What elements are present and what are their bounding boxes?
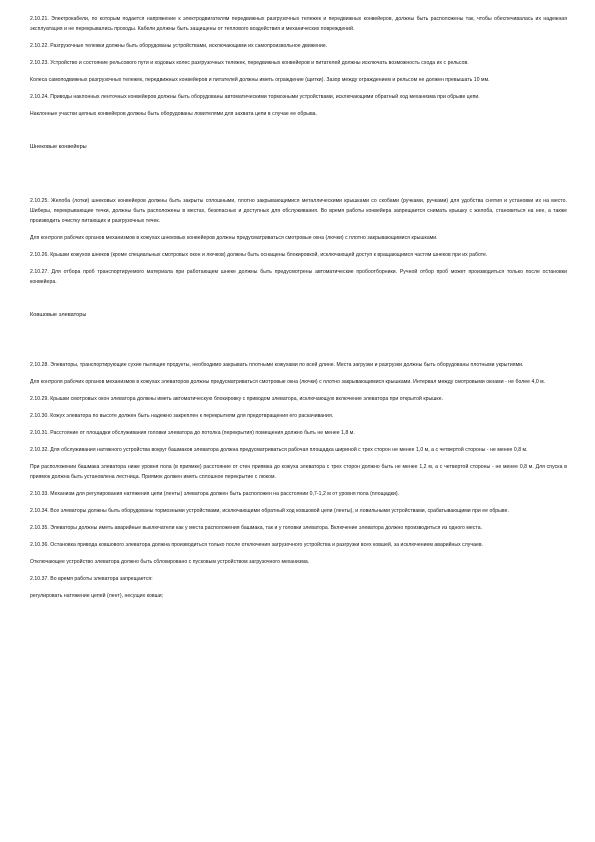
paragraph-2-10-30: 2.10.30. Кожух элеватора по высоте должен быть надежно закреплен к перекрытиям для предотвращения его раскачивания. bbox=[30, 413, 334, 419]
paragraph-wheel-guards: Колеса самоподвижных разгрузочных тележек, передвижных конвейеров и питателей должны иметь ограждение (щитки). Зазор между ограждением и рельсом не должен превышать 10 мм. bbox=[30, 77, 490, 83]
section-conveyors-general bbox=[30, 14, 567, 119]
paragraph-2-10-36: 2.10.36. Остановка привода ковшового элеватора должна производиться только после отключения загрузочного устройства и разгрузки всех ковшей, за исключением аварийных случаев. bbox=[30, 542, 484, 548]
paragraph-2-10-26: 2.10.26. Крышки кожухов шнеков (кроме специальных смотровых окон и лючков) должны быть оснащены блокировкой, исключающей доступ к вращающимся частям шнеков при их работе. bbox=[30, 252, 488, 258]
section-bucket-elevators bbox=[30, 360, 567, 601]
paragraph-2-10-27: 2.10.27. Для отбора проб транспортируемого материала при работающем шнеке должны быть предусмотрены автоматические пробоотборники. Ручной отбор проб может производиться только после остановки конвейера. bbox=[30, 269, 567, 285]
paragraph-elevator-windows: Для контроля рабочих органов механизмов в кожухах элеваторов должны предусматриваться смотровые окна (лючки) с плотно закрывающимися крышками. Интервал между смотровыми окнами - не более 4,0 м. bbox=[30, 379, 546, 385]
paragraph-interlock: Отключающее устройство элеватора должно быть сблокировано с пусковым устройством загрузочного механизма. bbox=[30, 559, 310, 565]
paragraph-2-10-28: 2.10.28. Элеваторы, транспортирующие сухие пылящие продукты, необходимо закрывать плотными кожухами по всей длине. Места загрузки и разгрузки должны быть оборудованы плотными укрытиями. bbox=[30, 362, 524, 368]
paragraph-2-10-35: 2.10.35. Элеваторы должны иметь аварийные выключатели как у места расположения башмака, так и у головки элеватора. Включение элеватора должно производиться из одного места. bbox=[30, 525, 483, 531]
paragraph-pit-clearance: При расположении башмака элеватора ниже уровня пола (в приямке) расстояние от стен приямка до кожуха элеватора с трех сторон должно быть не менее 1,2 м, а с четвертой стороны - не менее 0,8 м. Для спуска в приямок должна быть установлена лестница. Приямок должен иметь сплошное перекрытие с люком. bbox=[30, 464, 567, 480]
paragraph-2-10-31: 2.10.31. Расстояние от площадки обслуживания головки элеватора до потолка (перекрытия) помещения должно быть не менее 1,8 м. bbox=[30, 430, 355, 436]
paragraph-2-10-29: 2.10.29. Крышки смотровых окон элеватора должны иметь автоматическую блокировку с приводом элеватора, исключающую включение элеватора при открытой крышке. bbox=[30, 396, 444, 402]
paragraph-2-10-25: 2.10.25. Желоба (лотки) шнековых конвейеров должны быть закрыты сплошными, плотно закрывающимися металлическими крышками со скобами (ручками, ручками) для удобства снятия и установки их на место. Шиберы, перекрывающие течки, должны быть расположены в местах, безопасных и доступных для обслуживания. Во время работы конвейера запрещается снимать крышку с желоба, становиться на нее, а также производить очистку питающих и разгрузочных течек. bbox=[30, 198, 567, 224]
paragraph-chain-catchers: Наклонные участки цепных конвейеров должны быть оборудованы ловителями для захвата цепи в случае ее обрыва. bbox=[30, 111, 317, 117]
paragraph-2-10-34: 2.10.34. Все элеваторы должны быть оборудованы тормозными устройствами, исключающими обратный ход ковшовой цепи (ленты), и ловильными устройствами, срабатывающими при ее обрыве. bbox=[30, 508, 509, 514]
paragraph-2-10-32: 2.10.32. Для обслуживания натяжного устройства вокруг башмаков элеватора должна предусматриваться рабочая площадка шириной с трех сторон не менее 1,0 м, а с четвертой стороны - не менее 0,8 м. bbox=[30, 447, 528, 453]
section-heading-screw-conveyors: Шнековые конвейеры bbox=[30, 144, 87, 150]
section-heading-bucket-elevators: Ковшовые элеваторы bbox=[30, 312, 87, 318]
paragraph-2-10-21: 2.10.21. Электрокабели, по которым подается напряжение к электродвигателям передвижных разгрузочных тележек и передвижных конвейеров, должны быть расположены так, чтобы обеспечивалась их надежная эксплуатация и не перекрывались проходы. Кабели должны быть защищены от теплового воздействия и механических повреждений. bbox=[30, 16, 567, 32]
section-screw-conveyors bbox=[30, 196, 567, 287]
paragraph-2-10-33: 2.10.33. Механизм для регулирования натяжения цепи (ленты) элеватора должен быть расположен на расстоянии 0,7-1,2 м от уровня пола (площадки). bbox=[30, 491, 400, 497]
paragraph-2-10-22: 2.10.22. Разгрузочные тележки должны быть оборудованы устройствами, исключающими их самопроизвольное движение. bbox=[30, 43, 328, 49]
document-page bbox=[30, 14, 567, 608]
paragraph-inspection-windows: Для контроля рабочих органов механизмов в кожухах шнековых конвейеров должны предусматриваться смотровые окна (лючки) с плотно закрывающимися крышками. bbox=[30, 235, 438, 241]
list-item-prohibition: регулировать натяжение цепей (лент), несущих ковши; bbox=[30, 593, 164, 599]
paragraph-2-10-23: 2.10.23. Устройство и состояние рельсового пути и ходовых колес разгрузочных тележек, передвижных конвейеров и питателей должны исключать возможность схода их с рельсов. bbox=[30, 60, 469, 66]
paragraph-2-10-37: 2.10.37. Во время работы элеватора запрещается: bbox=[30, 576, 153, 582]
paragraph-2-10-24: 2.10.24. Приводы наклонных ленточных конвейеров должны быть оборудованы автоматическими тормозными устройствами, исключающими обратный ход механизма при обрыве цепи. bbox=[30, 94, 480, 100]
